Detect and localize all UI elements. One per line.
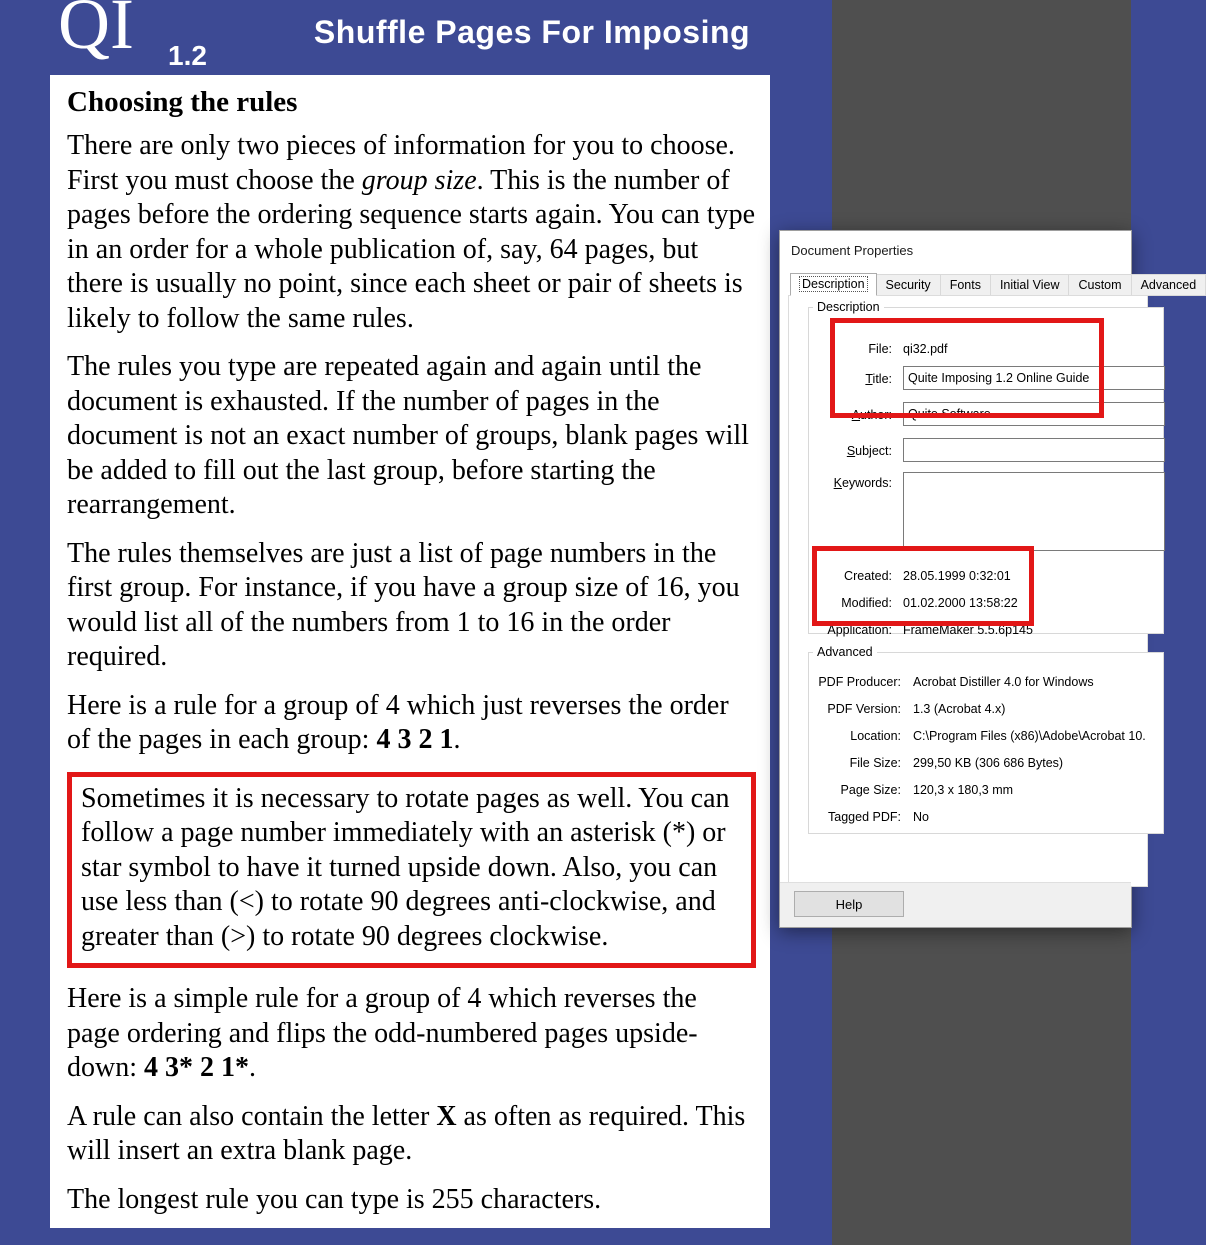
subject-label: Subject:	[846, 444, 892, 458]
paragraph: Here is a simple rule for a group of 4 which reverses the page ordering and flips the odd-numbered pages upside-down: 4 3* 2 1*.	[67, 983, 698, 1083]
advanced-group: Advanced PDF Producer: Acrobat Distiller 4.0 for Windows PDF Version: 1.3 (Acrobat 4.x) Location: C:\Program Files (x86)\Adobe\Acrobat 10. File Size: 299,50 KB (306 686 Bytes) Page Size: 120,3 x 180,3 mm Tagged PDF: No	[808, 645, 1164, 834]
help-button[interactable]: Help	[794, 891, 904, 917]
keywords-label: Keywords:	[833, 476, 892, 490]
annotation-box-dates-application	[812, 546, 1034, 626]
title-label: Title:	[865, 372, 892, 386]
pdf-producer-label: PDF Producer:	[818, 675, 901, 689]
description-group: Description File: qi32.pdf Title: Quite Imposing 1.2 Online Guide Author: Quite Software Subject: Keywords: Created: 28.05.1999 0:32:01 Modified: 01.02.2000 13:58:22 Application: FrameMaker 5.5.6p145	[808, 300, 1164, 634]
paragraph: The longest rule you can type is 255 characters.	[67, 1183, 602, 1215]
page-size-label: Page Size:	[840, 783, 901, 797]
version-label: 1.2	[168, 40, 207, 71]
paragraph: The rules you type are repeated again and again until the document is exhausted. If the number of pages in the document is not an exact number of groups, blank pages will be added to fill out the last group, before starting the rearrangement.	[67, 351, 749, 520]
guide-page	[50, 75, 770, 1228]
subject-input[interactable]	[903, 438, 1165, 462]
tab-advanced[interactable]: Advanced	[1131, 274, 1206, 296]
tab-initial-view[interactable]: Initial View	[990, 274, 1070, 296]
modified-value: 01.02.2000 13:58:22	[903, 596, 1018, 610]
annotation-box-file-title-author	[830, 318, 1104, 418]
file-size-value: 299,50 KB (306 686 Bytes)	[913, 756, 1064, 770]
dialog-button-strip	[780, 882, 1131, 927]
tab-fonts[interactable]: Fonts	[940, 274, 991, 296]
tagged-pdf-value: No	[913, 810, 929, 824]
pdf-version-label: PDF Version:	[827, 702, 901, 716]
author-label: Author:	[851, 408, 892, 422]
pdf-producer-value: Acrobat Distiller 4.0 for Windows	[913, 675, 1094, 689]
tab-description[interactable]: Description	[790, 273, 877, 296]
tab-security[interactable]: Security	[876, 274, 941, 296]
tab-bar	[790, 273, 1205, 296]
application-label: Application:	[827, 623, 892, 637]
location-label: Location:	[850, 729, 901, 743]
qi-logo: QI	[58, 0, 134, 64]
dialog-title: Document Properties	[791, 243, 914, 258]
tab-custom[interactable]: Custom	[1068, 274, 1131, 296]
created-value: 28.05.1999 0:32:01	[903, 569, 1011, 583]
application-value: FrameMaker 5.5.6p145	[903, 623, 1033, 637]
created-label: Created:	[844, 569, 892, 583]
page-title: Shuffle Pages For Imposing	[313, 14, 751, 50]
paragraph: The rules themselves are just a list of page numbers in the first group. For instance, if you have a group size of 16, you would list all of the numbers from 1 to 16 in the order required.	[67, 537, 740, 672]
highlighted-paragraph: Sometimes it is necessary to rotate pages as well. You can follow a page number immediately with an asterisk (*) or star symbol to have it turned upside down. Also, you can use less than (<) to rotate 90 degrees anti-clockwise, and greater than (>) to rotate 90 degrees clockwise.	[67, 772, 756, 969]
keywords-input[interactable]	[903, 472, 1165, 551]
modified-label: Modified:	[841, 596, 892, 610]
location-value: C:\Program Files (x86)\Adobe\Acrobat 10.	[913, 729, 1146, 743]
paragraph: Here is a rule for a group of 4 which just reverses the order of the pages in each group: 4 3 2 1.	[67, 689, 729, 755]
tagged-pdf-label: Tagged PDF:	[828, 810, 901, 824]
section-heading: Choosing the rules	[67, 86, 298, 118]
file-label: File:	[868, 342, 892, 356]
page-size-value: 120,3 x 180,3 mm	[913, 783, 1014, 797]
file-size-label: File Size:	[849, 756, 901, 770]
paragraph: There are only two pieces of information for you to choose. First you must choose the group size. This is the number of pages before the ordering sequence starts again. You can type in an order for a whole publication of, say, 64 pages, but there is usually no point, since each sheet or pair of sheets is likely to follow the same rules.	[67, 130, 756, 334]
paragraph: A rule can also contain the letter X as often as required. This will insert an extra blank page.	[67, 1100, 746, 1166]
file-value: qi32.pdf	[903, 342, 948, 356]
pdf-version-value: 1.3 (Acrobat 4.x)	[913, 702, 1006, 716]
